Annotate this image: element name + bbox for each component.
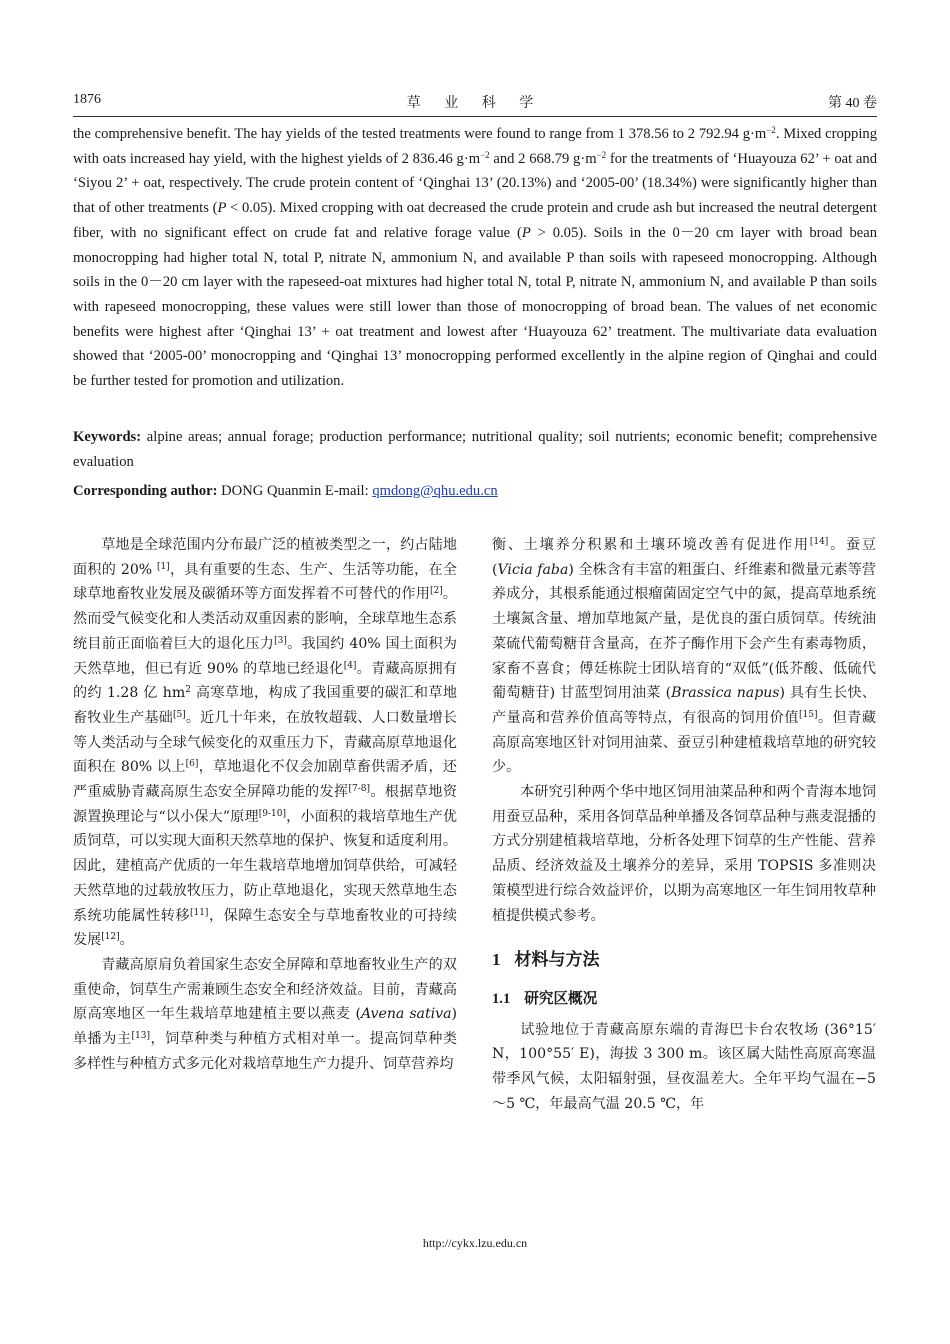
section-heading-1: 1 材料与方法 [492, 950, 600, 970]
keywords-label: Keywords: [73, 429, 142, 445]
citation[interactable]: [7-8] [348, 784, 371, 795]
volume-label: 第 40 卷 [828, 96, 877, 111]
citation[interactable]: [4] [343, 660, 357, 671]
species-name: Avena sativa [360, 1006, 452, 1023]
corresponding-author [73, 479, 877, 503]
footer-url[interactable]: http://cykx.lzu.edu.cn [422, 1236, 528, 1250]
right-column [492, 533, 876, 1116]
species-name: Vicia faba [497, 561, 569, 578]
section-heading-1-1: 1.1 研究区概况 [492, 990, 598, 1007]
citation[interactable]: [12] [101, 932, 120, 943]
intro-paragraph-3: 本研究引种两个华中地区饲用油菜品种和两个青海本地饲用蚕豆品种，采用各饲草品种单播及各饲草品种与燕麦混播的方式分别建植栽培草地，分析各处理下饲草的生产性能、营养品质、经济效益及土壤养分的差异，采用 TOPSIS 多准则决策模型进行综合效益评价，以期为高寒地区一年生饲用牧草种植提供模式参考。 [492, 784, 876, 924]
citation[interactable]: [15] [799, 709, 818, 720]
citation[interactable]: [9-10] [258, 808, 286, 819]
running-header [73, 90, 877, 114]
keywords-text: alpine areas; annual forage; production performance; nutritional quality; soil nutrients; economic benefit; comprehensive evaluation [73, 429, 877, 470]
intro-paragraph-1: 草地是全球范围内分布最广泛的植被类型之一，约占陆地面积的 20% [1]，具有重要的生态、生产、生活等功能，在全球草地畜牧业发展及碳循环等方面发挥着不可替代的作用[2]。然而受气候变化和人类活动双重因素的影响，全球草地生态系统目前正面临着巨大的退化压力[3]。我国约 40% 国土面积为天然草地，但已有近 90% 的草地已经退化[4]。青藏高原拥有的约 1.28 亿 $hm^2$ 高寒草地，构成了我国重要的碳汇和草地畜牧业生产基础[5]。近几十年来，在放牧超载、人口数量增长等人类活动与全球气候变化的双重压力下，青藏高原草地退化面积在 80% 以上[6]，草地退化不仅会加剧草畜供需矛盾，还严重威胁青藏高原生态安全屏障功能的发挥[7-8]。根据草地资源置换理论与“以小保大”原理[9-10]，小面积的栽培草地生产优质饲草，可以实现大面积天然草地的保护、恢复和适度利用。因此，建植高产优质的一年生栽培草地增加饲草供给，可减轻天然草地的过载放牧压力，防止草地退化，实现天然草地生态系统功能属性转移[11]，保障生态安全与草地畜牧业的可持续发展[12]。 [73, 537, 458, 949]
citation[interactable]: [2] [429, 586, 443, 597]
intro-paragraph-2-cont: 衡、土壤养分积累和土壤环境改善有促进作用[14]。蚕豆 (Vicia faba) 全株含有丰富的粗蛋白、纤维素和微量元素等营养成分，其根系能通过根瘤菌固定空气中的氮，提高草地系统土壤氮含量、增加草地氮产量，是优良的蛋白质饲草。传统油菜硫代葡萄糖苷含量高，在芥子酶作用下会产生有素毒物质，家畜不喜食；傅廷栋院士团队培育的“双低”(低芥酸、低硫代葡萄糖苷) 甘蓝型饲用油菜 (Brassica napus) 具有生长快、产量高和营养价值高等特点，有很高的饲用价值[15]。但青藏高原高寒地区针对饲用油菜、蚕豆引种建植栽培草地的研究较少。 [492, 537, 877, 776]
corresponding-label: Corresponding author: [73, 483, 218, 499]
author-name: DONG Quanmin E-mail: [217, 483, 373, 499]
citation[interactable]: [5] [172, 709, 186, 720]
author-email-link[interactable]: qmdong@qhu.edu.cn [372, 483, 498, 499]
intro-paragraph-2: 青藏高原肩负着国家生态安全屏障和草地畜牧业生产的双重使命，饲草生产需兼顾生态安全和经济效益。目前，青藏高原高寒地区一年生栽培草地建植主要以燕麦 (Avena sativa) 单播为主[13]，饲草种类与种植方式相对单一。提高饲草种类多样性与种植方式多元化对栽培草地生产力提升、饲草营养均 [73, 956, 457, 1072]
left-column [73, 533, 457, 1076]
english-abstract [73, 122, 877, 394]
study-area-paragraph: 试验地位于青藏高原东端的青海巴卡台农牧场 (36°15′ N，100°55′ E)，海拔 3 300 m。该区属大陆性高原高寒温带季风气候，太阳辐射强，昼夜温差大。全年平均气温在−5～5 ℃，年最高气温 20.5 ℃，年 [492, 1021, 876, 1112]
keywords [73, 425, 877, 475]
page-number: 1876 [73, 92, 101, 107]
journal-name: 草 业 科 学 [406, 96, 544, 111]
species-name: Brassica napus [671, 685, 780, 702]
citation[interactable]: [11] [189, 907, 209, 918]
header-divider [73, 116, 877, 117]
citation[interactable]: [14] [809, 537, 829, 547]
citation[interactable]: [6] [185, 759, 199, 770]
abstract-text: the comprehensive benefit. The hay yields of the tested treatments were found to range from 1 378.56 to 2 792.94 $g\cdot m^{-2}$. Mixed cropping with oats increased hay yield, with the highest yields of 2 836.46 $g\cdot m^{-2}$ and 2 668.79 $g\cdot m^{-2}$ for the treatments of ‘Huayouza 62’ + oat and ‘Siyou 2’ + oat, respectively. The crude protein content of ‘Qinghai 13’ (20.13%) and ‘2005-00’ (18.34%) were significantly higher than that of other treatments (P < 0.05). Mixed cropping with oat decreased the crude protein and crude ash but increased the neutral detergent fiber, with no significant effect on crude fat and relative forage value (P > 0.05). Soils in the 0－20 cm layer with broad bean monocropping had higher total N, total P, nitrate N, ammonium N, and available P than soils with rapeseed monocropping. Although soils in the 0－20 cm layer with the rapeseed-oat mixtures had higher total N, total P, nitrate N, ammonium N, and available P than soils with rapeseed monocropping, these values were still lower than those of monocropping of broad bean. The values of net economic benefits were highest after ‘Qinghai 13’ + oat treatment and lowest after ‘Huayouza 62’ treatment. The multivariate data evaluation showed that ‘2005-00’ monocropping and ‘Qinghai 13’ monocropping performed excellently in the alpine region of Qinghai and could be further tested for promotion and utilization. [73, 125, 877, 390]
citation[interactable]: [3] [274, 635, 287, 646]
citation[interactable]: [13] [131, 1031, 150, 1042]
citation[interactable]: [1] [156, 561, 170, 572]
